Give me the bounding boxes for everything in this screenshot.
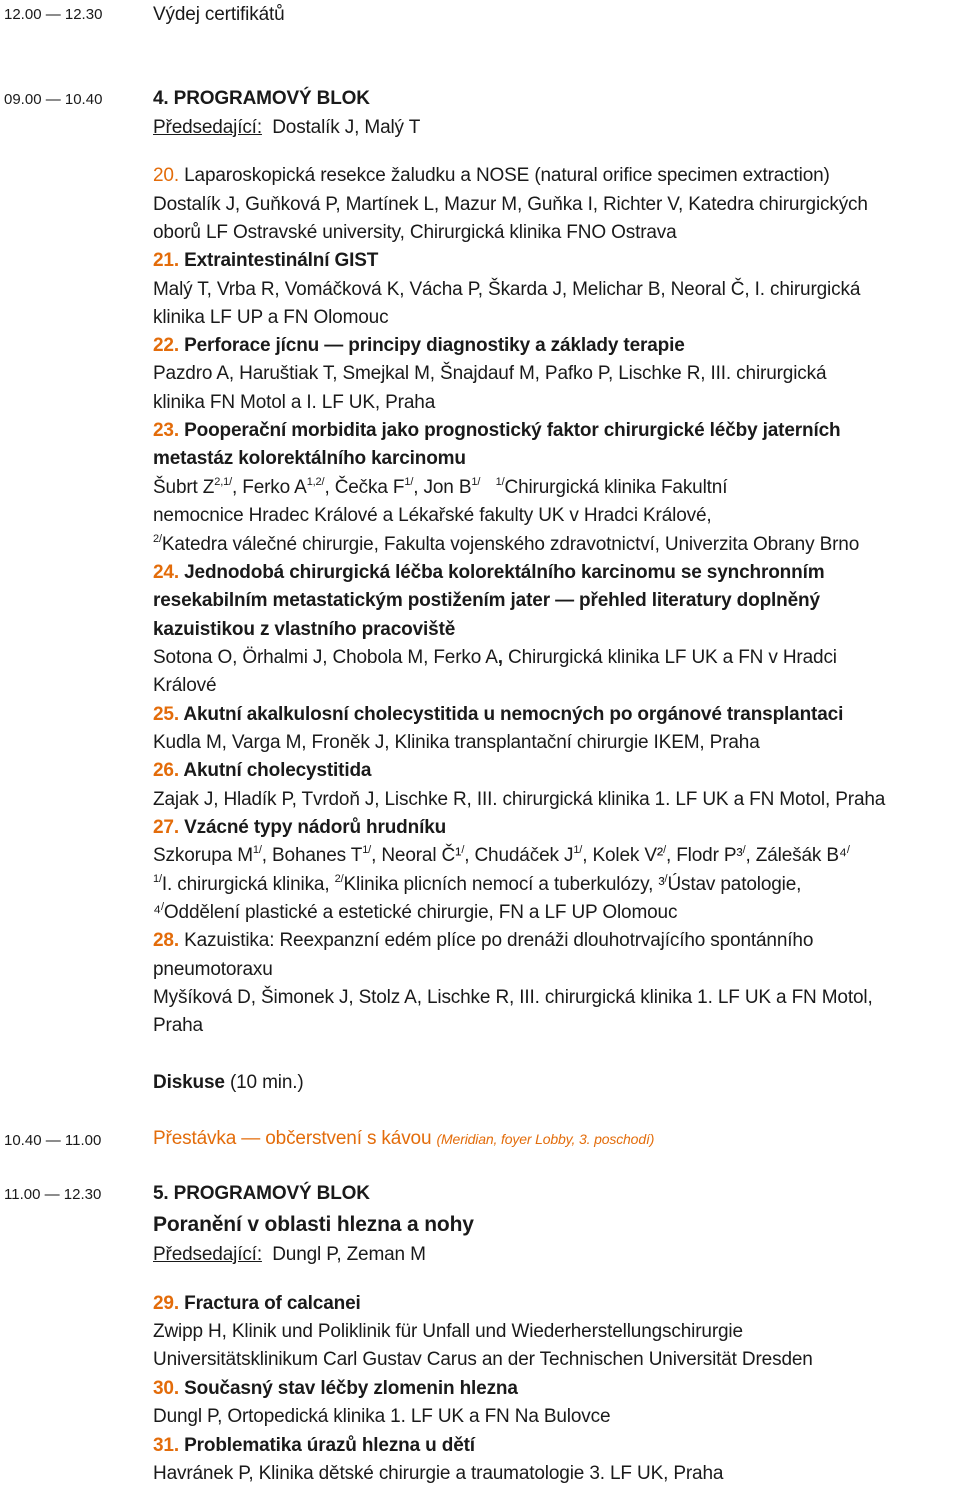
talk-title	[153, 1292, 361, 1316]
talk-authors	[153, 844, 850, 868]
affil-mark: 2,1/	[214, 475, 232, 488]
talk-title	[153, 1434, 475, 1458]
chair-label: Předsedající:	[153, 117, 262, 138]
talk-number: 22.	[153, 335, 179, 356]
break-line	[153, 1127, 654, 1151]
affiliation: Klinika plicních nemocí a tuberkulózy, ³	[343, 874, 665, 895]
break-title: občerstvení s kávou	[265, 1128, 432, 1149]
talk-affiliation: oborů LF Ostravské university, Chirurgická klinika FNO Ostrava	[153, 222, 677, 243]
title-dash: —	[319, 335, 349, 356]
talk-title-text: Extraintestinální GIST	[184, 250, 379, 271]
talk-title	[153, 334, 685, 358]
affiliation: Katedra válečné chirurgie, Fakulta vojenského zdravotnictví, Univerzita Obrany Brno	[161, 534, 860, 555]
affil-mark: 1/	[252, 843, 262, 856]
talk-title-text: Vzácné typy nádorů hrudníku	[184, 817, 447, 838]
talk-affiliation: Králové	[153, 675, 217, 696]
talk-authors: Zwipp H, Klinik und Poliklinik für Unfall und Wiederherstellungschirurgie	[153, 1321, 743, 1342]
affil-mark: /	[664, 872, 668, 885]
talk-authors: Havránek P, Klinika dětské chirurgie a traumatologie 3. LF UK, Praha	[153, 1463, 724, 1484]
talk-affiliation: klinika LF UP a FN Olomouc	[153, 307, 389, 328]
talk-number: 26.	[153, 760, 179, 781]
talk-title-text: Laparoskopická resekce žaludku a NOSE (natural orifice specimen extraction)	[184, 165, 830, 186]
title-dash: —	[236, 1128, 266, 1149]
talk-title-text: Fractura of calcanei	[184, 1293, 361, 1314]
chair-line	[153, 1243, 426, 1267]
author: , Čečka F	[324, 477, 405, 498]
talk-affiliation	[153, 901, 677, 925]
talk-title-cont: kazuistikou z vlastního pracoviště	[153, 619, 456, 640]
talk-title-text: Kazuistika: Reexpanzní edém plíce po drenáži dlouhotrvajícího spontánního	[184, 930, 814, 951]
talk-title	[153, 561, 824, 585]
talk-title	[153, 703, 843, 727]
affil-mark: /	[461, 843, 465, 856]
break-title: Přestávka	[153, 1128, 237, 1149]
affil-mark: /	[742, 843, 746, 856]
talk-title	[153, 419, 840, 443]
talk-authors: Pazdro A, Haruštiak T, Smejkal M, Šnajdauf M, Pafko P, Lischke R, III. chirurgická	[153, 363, 827, 384]
talk-title-cont: pneumotoraxu	[153, 959, 273, 980]
talk-authors: Dostalík J, Guňková P, Martínek L, Mazur M, Guňka I, Richter V, Katedra chirurgických	[153, 194, 868, 215]
author: , Bohanes T	[261, 845, 363, 866]
talk-number: 23.	[153, 420, 179, 441]
talk-authors: Malý T, Vrba R, Vomáčková K, Vácha P, Škarda J, Melichar B, Neoral Č, I. chirurgická	[153, 279, 861, 300]
talk-title-text: principy diagnostiky a základy terapie	[348, 335, 685, 356]
talk-affiliation: Praha	[153, 1015, 203, 1036]
chair-names: Dostalík J, Malý T	[272, 117, 421, 138]
affil-mark: 1/	[153, 872, 162, 885]
affil-mark: ⁴	[153, 902, 162, 923]
author: Szkorupa M	[153, 845, 253, 866]
talk-affiliation: nemocnice Hradec Králové a Lékařské fakulty UK v Hradci Králové,	[153, 505, 712, 526]
block-title: 4. PROGRAMOVÝ BLOK	[153, 88, 370, 109]
talk-number: 24.	[153, 562, 179, 583]
talk-number: 27.	[153, 817, 179, 838]
talk-title	[153, 164, 830, 188]
talk-title-text: Jednodobá chirurgická léčba kolorektálního karcinomu se synchronním	[184, 562, 825, 583]
talk-affiliation	[153, 873, 801, 897]
talk-number: 25.	[153, 704, 179, 725]
talk-title	[153, 249, 378, 273]
session-time: 11.00 — 12.30	[4, 1186, 102, 1203]
discussion-line	[153, 1071, 304, 1095]
block-title: 5. PROGRAMOVÝ BLOK	[153, 1183, 370, 1204]
session-time: 12.00 — 12.30	[4, 6, 103, 23]
author: , Chudáček J	[464, 845, 574, 866]
affil-mark: 1/	[573, 843, 583, 856]
affiliation: Oddělení plastické a estetické chirurgie, FN a LF UP Olomouc	[163, 902, 678, 923]
affil-mark: 2/	[334, 872, 344, 885]
discussion-time: (10 min.)	[224, 1072, 304, 1093]
chair-line	[153, 116, 420, 140]
affiliation: Ústav patologie,	[667, 874, 802, 895]
affiliation: Chirurgická klinika Fakultní	[504, 477, 728, 498]
talk-title-text: Perforace jícnu	[184, 335, 320, 356]
talk-title-text: Akutní akalkulosní cholecystitida u nemocných po orgánové transplantaci	[183, 704, 844, 725]
talk-authors	[153, 646, 837, 670]
talk-title	[153, 929, 813, 953]
talk-title-text: Akutní cholecystitida	[183, 760, 372, 781]
affil-mark: /	[161, 900, 164, 913]
affil-mark: /	[846, 843, 850, 856]
talk-authors: Dungl P, Ortopedická klinika 1. LF UK a FN Na Bulovce	[153, 1406, 611, 1427]
author: , Zálešák B⁴	[745, 845, 847, 866]
talk-authors	[153, 476, 727, 500]
chair-label: Předsedající:	[153, 1244, 262, 1265]
talk-authors: Myšíková D, Šimonek J, Stolz A, Lischke R, III. chirurgická klinika 1. LF UK a FN Motol,	[153, 987, 873, 1008]
affil-mark: 1,2/	[306, 475, 325, 488]
author: , Kolek V²	[582, 845, 664, 866]
talk-affiliation: klinika FN Motol a I. LF UK, Praha	[153, 392, 436, 413]
talk-authors: Kudla M, Varga M, Froněk J, Klinika transplantační chirurgie IKEM, Praha	[153, 732, 760, 753]
talk-title-text: Pooperační morbidita jako prognostický faktor chirurgické léčby jaterních	[184, 420, 841, 441]
break-note: (Meridian, foyer Lobby, 3. poschodí)	[436, 1131, 655, 1147]
session-time: 09.00 — 10.40	[4, 91, 103, 108]
affil-mark: 1/	[404, 475, 414, 488]
talk-title	[153, 816, 446, 840]
session-time: 10.40 — 11.00	[4, 1132, 102, 1149]
affil-mark: 1/	[471, 475, 481, 488]
talk-number: 21.	[153, 250, 179, 271]
block-subtitle: Poranění v oblasti hlezna a nohy	[153, 1213, 474, 1236]
talk-number: 31.	[153, 1435, 179, 1456]
author: Šubrt Z	[153, 477, 215, 498]
author: , Ferko A	[232, 477, 307, 498]
affil-mark: 1/	[362, 843, 372, 856]
affil-mark: 2/	[153, 532, 162, 545]
author: , Jon B	[413, 477, 472, 498]
talk-number: 30.	[153, 1378, 179, 1399]
talk-title-text: Současný stav léčby zlomenin hlezna	[184, 1378, 518, 1399]
affil-mark: /	[663, 843, 666, 856]
talk-title-cont: metastáz kolorektálního karcinomu	[153, 448, 466, 469]
talk-title	[153, 759, 371, 783]
talk-title	[153, 1377, 518, 1401]
affiliation: I. chirurgická klinika,	[161, 874, 335, 895]
affiliation: Chirurgická klinika LF UK a FN v Hradci	[502, 647, 837, 668]
affil-mark: 1/	[495, 475, 505, 488]
author: , Flodr P³	[665, 845, 743, 866]
talk-number: 29.	[153, 1293, 179, 1314]
talk-affiliation	[153, 533, 859, 557]
talk-title-cont: resekabilním metastatickým postižením jater — přehled literatury doplněný	[153, 590, 820, 611]
talk-authors: Zajak J, Hladík P, Tvrdoň J, Lischke R, III. chirurgická klinika 1. LF UK a FN Motol, Praha	[153, 789, 886, 810]
discussion-label: Diskuse	[153, 1072, 225, 1093]
talk-number: 28.	[153, 930, 179, 951]
talk-title-text: Problematika úrazů hlezna u dětí	[184, 1435, 475, 1456]
author: , Neoral Č¹	[371, 845, 462, 866]
session-title: Výdej certifikátů	[153, 4, 285, 25]
authors: Sotona O, Örhalmi J, Chobola M, Ferko A	[153, 647, 498, 668]
comma: ,	[497, 647, 503, 668]
talk-affiliation: Universitätsklinikum Carl Gustav Carus an der Technischen Universität Dresden	[153, 1349, 813, 1370]
chair-names: Dungl P, Zeman M	[272, 1244, 426, 1265]
talk-number: 20.	[153, 165, 179, 186]
